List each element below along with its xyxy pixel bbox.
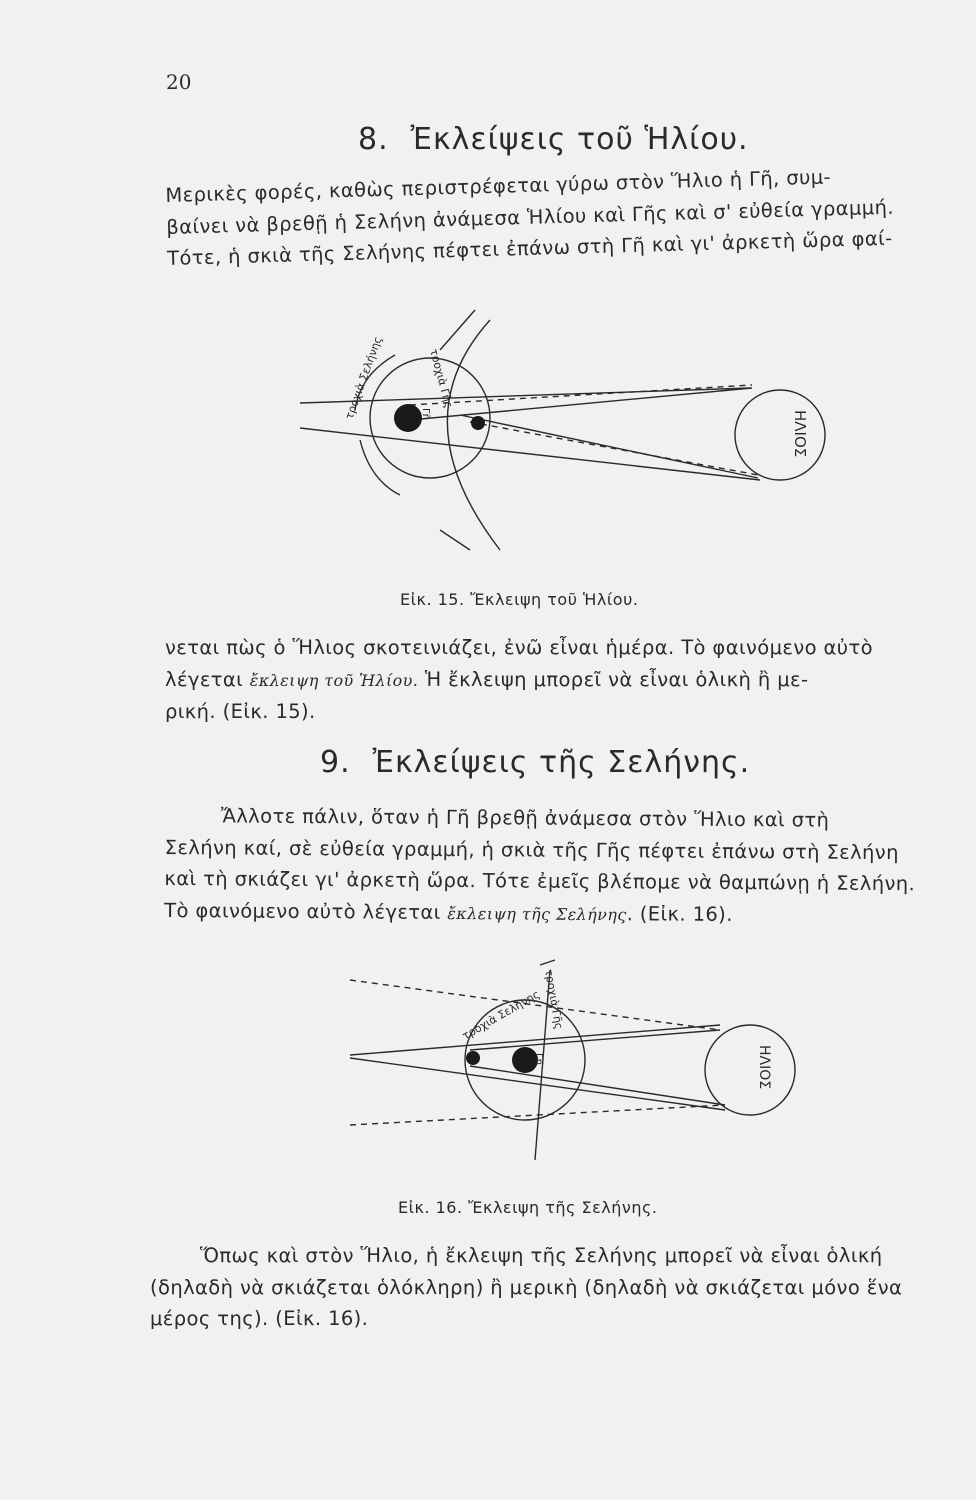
shadow-line	[470, 1030, 720, 1050]
text-line	[164, 894, 954, 932]
figure-16-caption: Εἰκ. 16. Ἔκλειψη τῆς Σελήνης.	[398, 1198, 658, 1217]
italic-term: ἔκλειψη τῆς Σελήνης	[447, 903, 627, 924]
light-ray	[350, 1058, 725, 1110]
sun-label: ΗΛΙΟΣ	[791, 410, 809, 458]
section-heading-solar-eclipse	[358, 122, 749, 157]
light-ray	[350, 1025, 720, 1055]
earth-orbit-label: τροχιὰ Γῆς	[427, 347, 456, 410]
earth-label: Γῆ	[533, 1053, 544, 1065]
section-number: 9.	[320, 745, 351, 780]
shadow-line-dashed	[470, 422, 758, 475]
text-line: Σελήνη καί, σὲ εὐθεία γραμμή, ἡ σκιὰ τῆς Γῆς πέφτει ἐπάνω στὴ Σελήνη	[164, 835, 899, 864]
moon-disc	[466, 1051, 480, 1065]
text-line: βαίνει νὰ βρεθῇ ἡ Σελήνη ἀνάμεσα Ἡλίου καὶ Γῆς καὶ σ' εὐθεία γραμμή.	[165, 195, 895, 239]
text-line: Μερικὲς φορές, καθὼς περιστρέφεται γύρω στὸν Ἥλιο ἡ Γῆ, συμ-	[165, 165, 832, 207]
earth-disc	[394, 404, 422, 432]
shadow-line	[460, 415, 758, 478]
text-line: (δηλαδὴ νὰ σκιάζεται ὁλόκληρη) ἢ μερικὴ (δηλαδὴ νὰ σκιάζεται μόνο ἕνα	[150, 1275, 903, 1299]
text-segment: Τὸ φαινόμενο αὐτὸ λέγεται	[164, 898, 448, 924]
shadow-line	[470, 1066, 725, 1105]
shadow-line-dashed	[410, 385, 752, 405]
moon-orbit-label: τροχιὰ Σελήνης	[460, 987, 542, 1043]
text-segment: . (Εἰκ. 16).	[626, 901, 733, 926]
paragraph-closing	[150, 1240, 940, 1335]
text-line: μέρος της). (Εἰκ. 16).	[150, 1307, 369, 1330]
text-line: ρική. (Εἰκ. 15).	[165, 700, 316, 723]
paragraph-solar-continued	[165, 632, 955, 728]
italic-term: ἔκλειψη τοῦ Ἡλίου.	[249, 670, 419, 690]
earth-orbit-label: τροχιὰ Γῆς	[542, 968, 566, 1031]
paragraph-lunar-intro	[164, 800, 955, 933]
text-line: Τότε, ἡ σκιὰ τῆς Σελήνης πέφτει ἐπάνω στὴ Γῆ καὶ γι' ἀρκετὴ ὥρα φαί-	[166, 226, 893, 270]
figure-15-solar-eclipse-diagram	[290, 290, 840, 570]
figure-16-lunar-eclipse-diagram	[340, 960, 820, 1180]
sun-circle	[735, 390, 825, 480]
section-title: Ἐκλείψεις τῆς Σελήνης.	[372, 745, 751, 780]
orbit-arrow	[440, 530, 470, 550]
section-title: Ἐκλείψεις τοῦ Ἡλίου.	[410, 122, 749, 157]
sun-label: ΗΛΙΟΣ	[756, 1045, 772, 1090]
text-segment: Ἡ ἔκλειψη μπορεῖ νὰ εἶναι ὁλικὴ ἢ με-	[418, 667, 809, 691]
text-segment: λέγεται	[165, 667, 250, 691]
moon-disc	[471, 416, 485, 430]
earth-label: Γῆ	[420, 408, 431, 420]
moon-orbit-label: τροχιὰ Σελήνης	[342, 334, 385, 422]
section-heading-lunar-eclipse	[320, 745, 750, 780]
earth-orbit-arc	[447, 320, 500, 550]
figure-15-caption: Εἰκ. 15. Ἔκλειψη τοῦ Ἡλίου.	[400, 590, 639, 609]
paragraph-solar-intro	[165, 158, 957, 275]
sun-circle	[705, 1025, 795, 1115]
orbit-arrow	[440, 310, 475, 350]
text-line	[165, 664, 955, 697]
text-line: καὶ τὴ σκιάζει γι' ἀρκετὴ ὥρα. Τότε ἐμεῖς βλέπομε νὰ θαμπώνῃ ἡ Σελήνη.	[164, 866, 916, 896]
orbit-arrow	[360, 440, 400, 495]
orbit-arrow	[540, 960, 555, 965]
page-number: 20	[166, 70, 192, 94]
text-line: νεται πὼς ὁ Ἥλιος σκοτεινιάζει, ἐνῶ εἶναι ἡμέρα. Τὸ φαινόμενο αὐτὸ	[165, 636, 873, 659]
light-ray	[300, 428, 760, 480]
light-ray	[300, 388, 750, 403]
section-number: 8.	[358, 122, 389, 157]
text-line: Ἄλλοτε πάλιν, ὅταν ἡ Γῆ βρεθῇ ἀνάμεσα στὸν Ἥλιο καὶ στὴ	[220, 804, 830, 832]
text-line: Ὅπως καὶ στὸν Ἥλιο, ἡ ἔκλειψη τῆς Σελήνης μπορεῖ νὰ εἶναι ὁλική	[200, 1244, 883, 1267]
